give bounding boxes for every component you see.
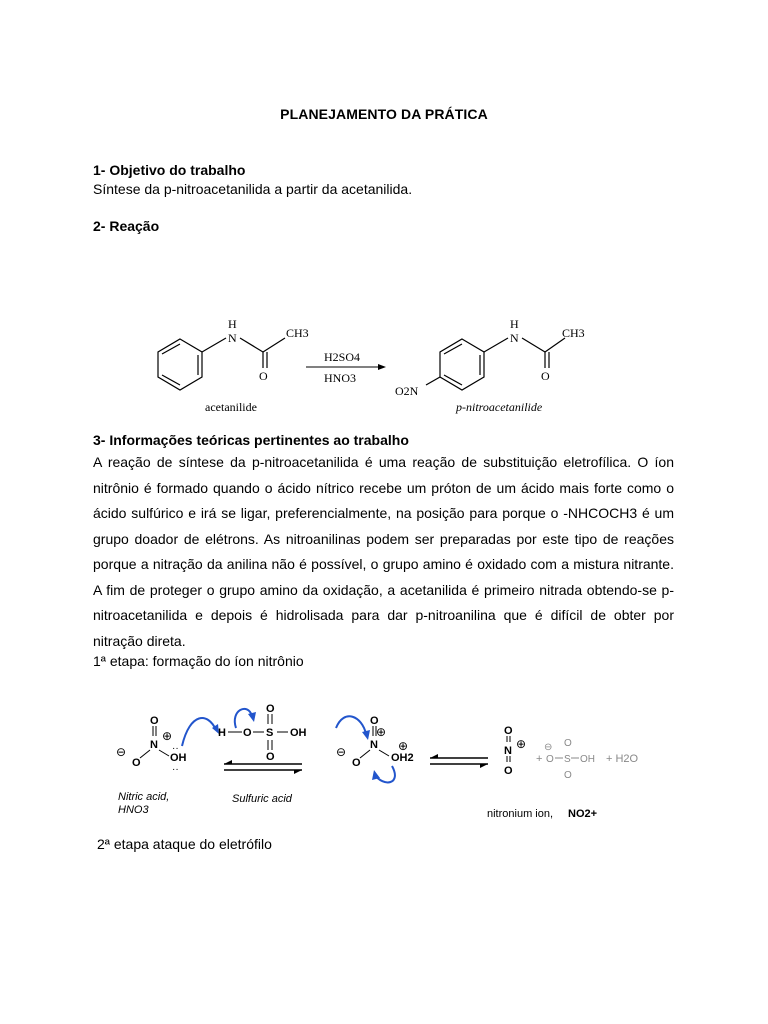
- sulfuric-o-top: O: [266, 703, 275, 715]
- bisulfate-minus: ⊖: [544, 742, 553, 753]
- reactant-label: acetanilide: [205, 400, 257, 414]
- nitronium-plus: ⊕: [516, 737, 527, 751]
- nitric-o-top: O: [150, 715, 159, 727]
- bisulfate-o-bottom: O: [564, 770, 572, 781]
- reactant-atom-n: N: [228, 331, 237, 345]
- nitronium-formula: NO2+: [568, 808, 598, 820]
- reaction-scheme: [150, 305, 590, 417]
- reactant-atom-h: H: [228, 317, 237, 331]
- reagent-bottom: HNO3: [324, 371, 356, 385]
- nitronium-label: nitronium ion,: [487, 808, 554, 820]
- section-1-heading: 1- Objetivo do trabalho: [93, 162, 246, 178]
- water: + H2O: [606, 753, 639, 765]
- curved-arrow-1: [182, 718, 216, 746]
- bisulfate-o-top: O: [564, 738, 572, 749]
- product-atom-h: H: [510, 317, 519, 331]
- protonated-o-left: O: [352, 757, 361, 769]
- step-1-label: 1ª etapa: formação do íon nitrônio: [93, 653, 304, 669]
- product-label: p-nitroacetanilide: [456, 400, 543, 414]
- nitronium-structure: [504, 725, 526, 777]
- sulfuric-acid-label: Sulfuric acid: [232, 793, 292, 805]
- page-title: PLANEJAMENTO DA PRÁTICA: [280, 106, 488, 122]
- svg-text:··: ··: [172, 743, 179, 754]
- nitric-acid-label-2: HNO3: [118, 804, 149, 816]
- product-group-o2n: O2N: [395, 384, 419, 398]
- nitric-minus-charge: ⊖: [116, 745, 127, 759]
- curved-arrow-3: [336, 716, 366, 734]
- nitric-acid-structure: [116, 715, 187, 775]
- nitric-oh: OH: [170, 752, 187, 764]
- reactant-atom-o: O: [259, 369, 268, 383]
- step-2-label: 2ª etapa ataque do eletrófilo: [97, 836, 272, 852]
- curved-arrow-3-head: [362, 730, 370, 740]
- nitric-plus-charge: ⊕: [162, 729, 173, 743]
- curved-arrow-2: [235, 709, 252, 728]
- bisulfate-o: O: [546, 754, 554, 765]
- section-3-heading: 3- Informações teóricas pertinentes ao trabalho: [93, 432, 409, 448]
- equilibrium-arrow-1: [224, 760, 302, 774]
- protonated-oh2-plus: ⊕: [398, 739, 409, 753]
- protonated-oh2: OH2: [391, 752, 414, 764]
- protonated-o-top: O: [370, 715, 379, 727]
- protonated-n: N: [370, 739, 378, 751]
- mechanism-scheme: [112, 690, 639, 830]
- reaction-arrow-head: [378, 364, 386, 370]
- sulfuric-s: S: [266, 727, 274, 739]
- byproduct-plus: +: [536, 753, 543, 765]
- sulfuric-oh: OH: [290, 727, 307, 739]
- curved-arrow-2-head: [248, 712, 256, 722]
- byproducts: [536, 738, 639, 781]
- sulfuric-h: H: [218, 727, 226, 739]
- section-3-paragraph: A reação de síntese da p-nitroacetanilida é uma reação de substituição eletrofílica. O íon nitrônio é formado quando o ácido nítrico recebe um próton de um ácido mais forte como o ácido sulfúrico e irá se ligar, preferencialmente, na posição para porque o -NHCOCH3 é um grupo doador de elétrons. As nitroanilinas podem ser preparadas por este tipo de reações porque a nitração da anilina não é possível, o grupo amino é oxidado com a mistura nitrante. A fim de proteger o grupo amino da oxidação, a acetanilida é primeiro nitrada obtendo-se p-nitroacetanilida e depois é hidrolisada para dar p-nitroanilina que é difícil de obter por nitração direta.: [93, 454, 674, 649]
- product-atom-o: O: [541, 369, 550, 383]
- reactant-group-ch3: CH3: [286, 326, 309, 340]
- nitronium-o-bottom: O: [504, 765, 513, 777]
- sulfuric-acid-structure: [218, 703, 307, 763]
- sulfuric-o-left: O: [243, 727, 252, 739]
- reagent-top: H2SO4: [324, 350, 361, 364]
- nitronium-n: N: [504, 745, 512, 757]
- nitric-n: N: [150, 739, 158, 751]
- product-atom-n: N: [510, 331, 519, 345]
- section-2-heading: 2- Reação: [93, 218, 160, 234]
- protonated-minus: ⊖: [336, 745, 347, 759]
- nitric-o-left: O: [132, 757, 141, 769]
- protonated-nitric-acid-structure: [336, 715, 414, 769]
- svg-text:··: ··: [172, 764, 179, 775]
- product-group-ch3: CH3: [562, 326, 585, 340]
- nitric-acid-label-1: Nitric acid,: [118, 791, 170, 803]
- nitronium-o-top: O: [504, 725, 513, 737]
- section-1-text: Síntese da p-nitroacetanilida a partir da acetanilida.: [93, 181, 413, 197]
- bisulfate-s: S: [564, 754, 571, 765]
- protonated-n-plus: ⊕: [376, 725, 387, 739]
- equilibrium-arrow-2: [430, 754, 488, 768]
- sulfuric-o-bottom: O: [266, 751, 275, 763]
- bisulfate-oh: OH: [580, 754, 595, 765]
